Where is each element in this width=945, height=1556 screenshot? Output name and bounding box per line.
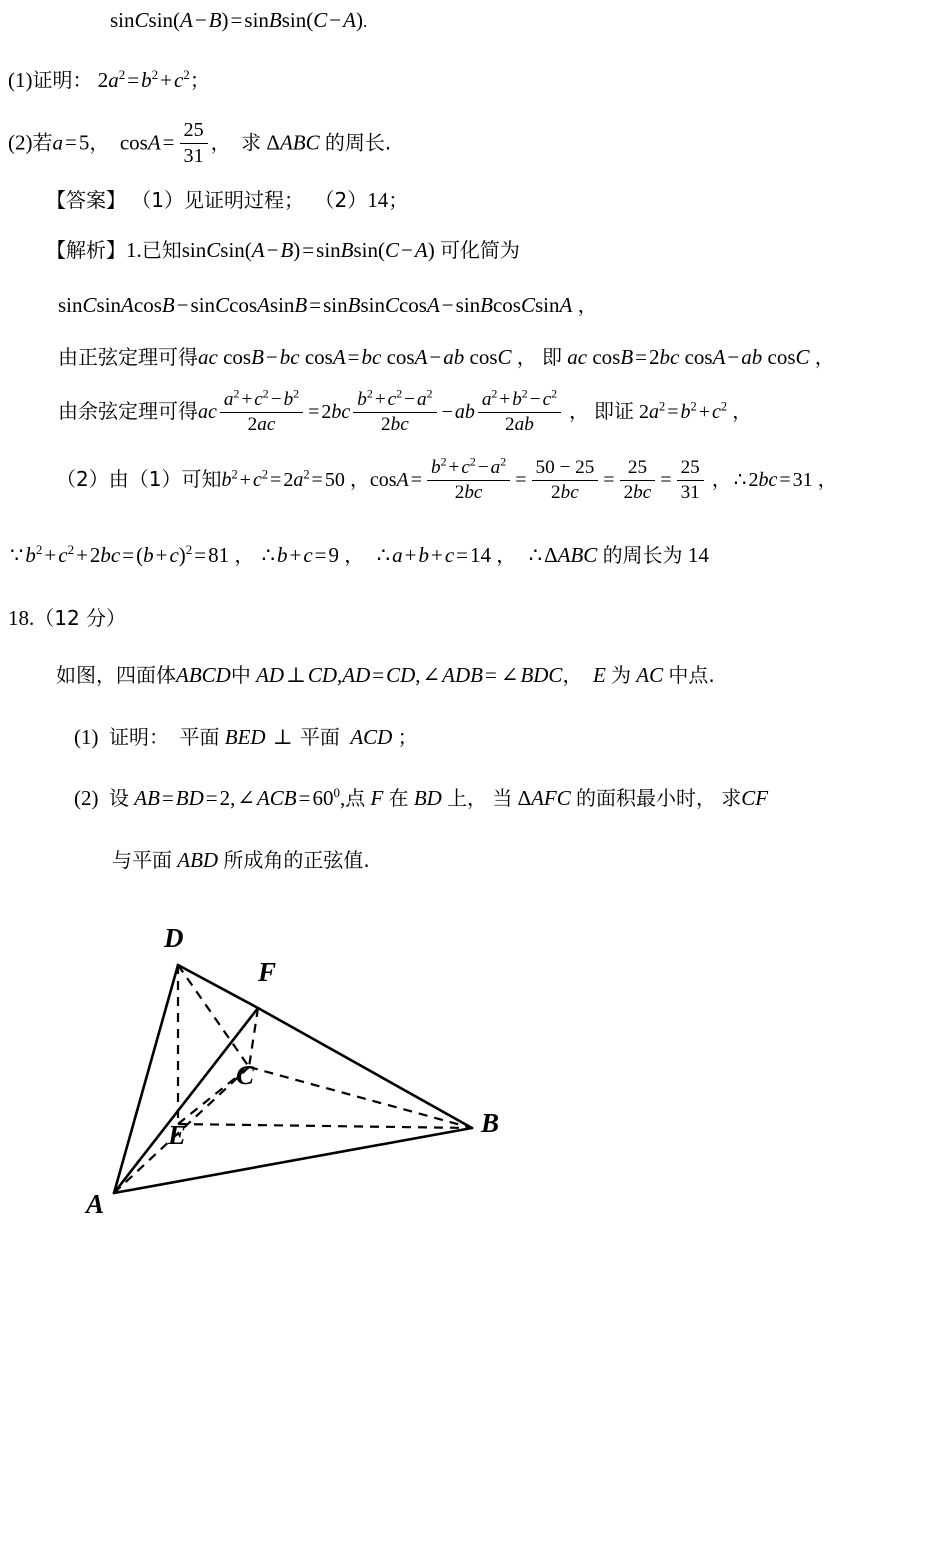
vertex-label-C: C [236, 1060, 255, 1090]
cosine-rule-line: 由余弦定理可得ac $\frac{a^2 + c^2 - b^2}{2ac}$ = 2bc $\frac{b^2 + c^2 - a^2}{2bc}$ − ab $\frac{a^2 + b^2 - c^2}{2ab}$ ， 即证 $2a^2 = b^2 + c^2$ ， [58, 386, 753, 436]
question-1-line: (1)证明： $2a^2=b^2+c^2$； [8, 67, 210, 92]
edge-DC [178, 965, 249, 1067]
problem-18-statement: 如图，四面体ABCD中 AD⊥CD,AD=CD,∠ADB= ∠BDC， E 为 AC 中点. [56, 663, 715, 687]
answer-line: 【答案】 （1）见证明过程； （2）14； [46, 188, 409, 212]
problem-18-part2-line2: 与平面 ABD 所成角的正弦值. [112, 848, 370, 872]
problem-18-header: 18.（12 分） [8, 606, 127, 630]
edge-AD [114, 965, 178, 1193]
vertex-label-F: F [258, 957, 277, 987]
edge-AF [114, 1008, 258, 1193]
vertex-label-E: E [168, 1120, 187, 1150]
sine-rule-line: 由正弦定理可得ac cosB−bc cosA=bc cosA−ab cosC ， 即 ac cosB=2bc cosA−ab cosC ， [58, 345, 835, 369]
edge-EB [178, 1124, 472, 1128]
vertex-label-A: A [86, 1189, 105, 1219]
solid-edges [114, 965, 472, 1193]
conclusion-line: $\because b^2+c^2+2bc=(b+c)^2=81$ ， ∴b+c=9 ， ∴a+b+c=14 ， ∴ΔABC 的周长为 14 [10, 542, 709, 567]
tetrahedron-svg [60, 915, 560, 1235]
given-equation-line: sinCsin(A−B)=sinBsin(C−A). [110, 8, 368, 32]
edge-CB [249, 1067, 472, 1128]
expansion-line: sinCsinAcosB−sinCcosAsinB=sinBsinCcosA−sinBcosCsinA ， [58, 293, 598, 317]
problem-18-part2-line1: (2) 设 $AB=BD=2,\angle ACB=60^0$,点 F 在 BD 上， 当 ΔAFC 的面积最小时， 求CF [74, 785, 769, 810]
vertex-label-B: B [481, 1108, 500, 1138]
edge-FB [258, 1008, 472, 1128]
question-2-line: (2)若a=5， cosA= $\frac{25}{31}$ ， 求 ΔABC 的周长. [8, 119, 392, 168]
analysis-intro-line: 【解析】1.已知sinCsin(A−B)=sinBsin(C−A) 可化简为 [46, 238, 520, 262]
problem-18-part1: (1) 证明： 平面 BED ⊥ 平面 ACD ； [74, 725, 418, 749]
part2-solution-line: （2）由（1）可知$b^2 + c^2 = 2a^2 = 50$ ，cosA = $\frac{b^2 + c^2 - a^2}{2bc}$ = $\frac{50 - 25}{2bc}$ = $\frac{25}{2bc}$ = $\frac{25}{31}$ ， ∴ 2bc = 31 ， [56, 454, 838, 504]
tetrahedron-figure [60, 915, 560, 1235]
vertex-label-D: D [164, 923, 184, 953]
edge-DF [178, 965, 258, 1008]
